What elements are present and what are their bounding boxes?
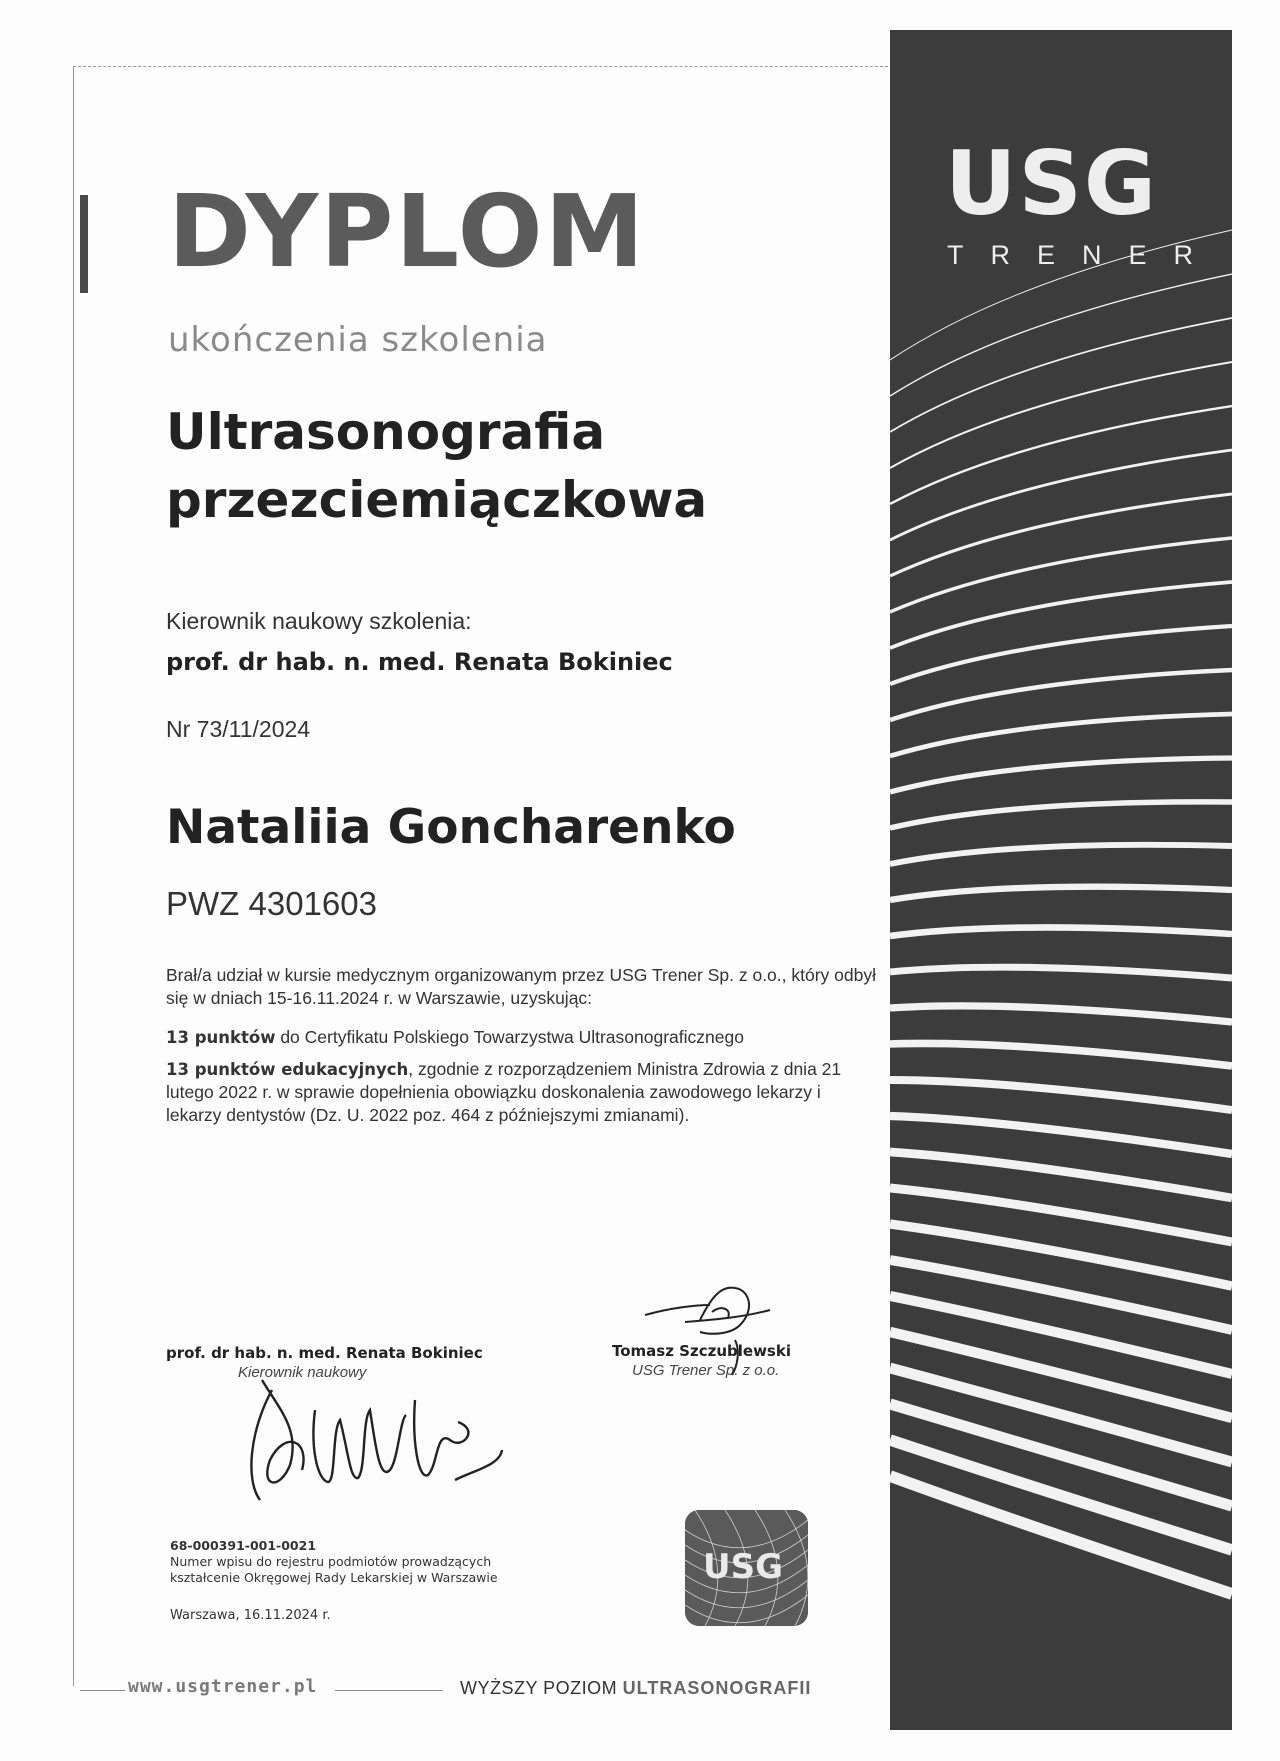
frame-top-border [73, 66, 893, 67]
usg-trener-logo [945, 132, 1221, 270]
registry-number: 68-000391-001-0021 [170, 1538, 317, 1553]
left-signatory-role: Kierownik naukowy [238, 1364, 367, 1381]
registry-block [170, 1538, 498, 1586]
band-arc [890, 406, 1232, 504]
right-handwritten-signature [640, 1270, 790, 1390]
seal-logo-text: USG [703, 1547, 784, 1587]
band-arc [890, 1116, 1232, 1154]
footer-tagline [460, 1678, 811, 1699]
band-arc [890, 626, 1232, 684]
logo-sub-text: TRENER [947, 240, 1221, 270]
diploma-number: Nr 73/11/2024 [166, 716, 311, 742]
frame-left-border [73, 66, 74, 1686]
footer-rule-mid [335, 1690, 443, 1691]
course-title-line2: przezciemiączkowa [166, 471, 708, 529]
participation-text: Brał/a udział w kursie medycznym organizowanym przez USG Trener Sp. z o.o., który odbył się w dniach 15-16.11.2024 r. w Warszawie, uzyskując: [166, 965, 876, 1008]
hologram-pattern [685, 1510, 808, 1626]
band-arc [890, 274, 1232, 396]
band-arc [890, 450, 1232, 540]
participant-name: Nataliia Goncharenko [166, 800, 736, 855]
band-arc [890, 1332, 1232, 1418]
director-label: Kierownik naukowy szkolenia: [166, 608, 472, 634]
band-arc [890, 1296, 1232, 1374]
band-arc [890, 1260, 1232, 1330]
right-signatory-role: USG Trener Sp. z o.o. [632, 1362, 780, 1379]
footer-tag-prefix: WYŻSZY POZIOM [460, 1678, 623, 1698]
arc-pattern [890, 30, 1232, 1730]
points-education-text: , zgodnie z rozporządzeniem Ministra Zdrowia z dnia 21 lutego 2022 r. w sprawie dopełnienia obowiązku doskonalenia zawodowego lekarzy i lekarzy dentystów (Dz. U. 2022 poz. 464 z późniejszymi zmianami). [166, 1059, 842, 1125]
decorative-band [890, 30, 1232, 1730]
left-signatory-name: prof. dr hab. n. med. Renata Bokiniec [166, 1344, 483, 1362]
left-handwritten-signature [240, 1370, 520, 1520]
issue-date: Warszawa, 16.11.2024 r. [170, 1608, 331, 1623]
diploma-title: DYPLOM [168, 173, 647, 290]
course-title [166, 398, 866, 534]
points-education [166, 1058, 876, 1127]
band-arc [890, 714, 1232, 756]
footer-url: www.usgtrener.pl [128, 1676, 318, 1697]
band-arc [890, 967, 1232, 978]
hologram-seal [685, 1510, 808, 1626]
band-arc [890, 887, 1232, 900]
footer-tag-bold: ULTRASONOGRAFII [622, 1678, 812, 1698]
band-arc [890, 802, 1232, 828]
points-ptu-bold: 13 punktów [166, 1028, 276, 1047]
director-name: prof. dr hab. n. med. Renata Bokiniec [166, 648, 673, 676]
band-arc [890, 1006, 1232, 1022]
points-education-bold: 13 punktów edukacyjnych [166, 1060, 409, 1079]
diploma-subtitle: ukończenia szkolenia [168, 320, 548, 360]
course-title-line1: Ultrasonografia [166, 403, 606, 461]
band-arc [890, 758, 1232, 792]
points-ptu-text: do Certyfikatu Polskiego Towarzystwa Ultrasonograficznego [275, 1027, 744, 1047]
registry-line2: kształcenie Okręgowej Rady Lekarskiej w Warszawie [170, 1570, 498, 1585]
participant-pwz: PWZ 4301603 [166, 885, 377, 922]
band-arc [890, 845, 1232, 864]
band-arc [890, 1043, 1232, 1066]
band-arc [890, 1080, 1232, 1110]
points-ptu [166, 1026, 876, 1049]
right-signatory-name: Tomasz Szczublewski [612, 1342, 791, 1360]
logo-brand-text: USG [945, 132, 1159, 235]
band-arc [890, 927, 1232, 936]
registry-line1: Numer wpisu do rejestru podmiotów prowadzących [170, 1554, 492, 1569]
footer-rule-left [80, 1690, 125, 1691]
left-accent-bar [80, 195, 88, 293]
band-arc [890, 538, 1232, 612]
band-arc [890, 670, 1232, 720]
